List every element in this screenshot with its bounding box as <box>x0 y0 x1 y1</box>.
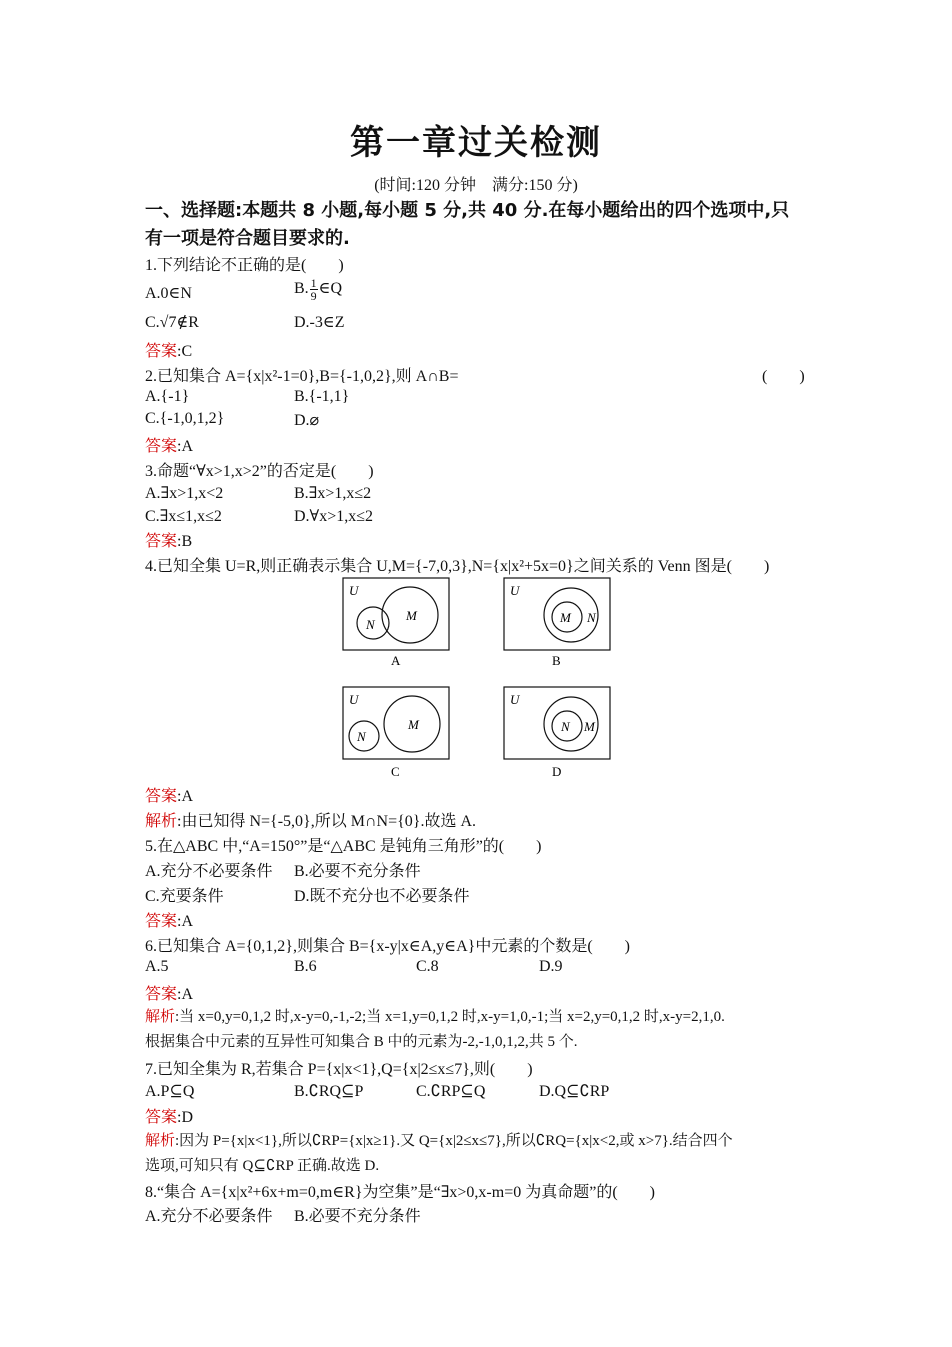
analysis-label: 解析 <box>145 1133 176 1149</box>
venn-c-caption: C <box>391 764 400 779</box>
page-title: 第一章过关检测 <box>350 125 602 162</box>
q4-answer <box>145 783 193 806</box>
q4-analysis-text: :由已知得 N={-5,0},所以 M∩N={0}.故选 A. <box>177 813 477 830</box>
venn-a-n-label: N <box>366 617 375 632</box>
q7-option-d: D.Q⊆∁RP <box>539 1083 610 1100</box>
q2-stem: 2.已知集合 A={x|x²-1=0},B={-1,0,2},则 A∩B= <box>145 368 459 385</box>
q1-option-b <box>294 277 342 302</box>
q5-option-d: D.既不充分也不必要条件 <box>294 888 470 905</box>
answer-label: 答案 <box>145 913 178 930</box>
q1-option-b-suffix: ∈Q <box>318 280 343 298</box>
q3-option-b: B.∃x>1,x≤2 <box>294 485 372 502</box>
q6-analysis-text1: :当 x=0,y=0,1,2 时,x-y=0,-1,-2;当 x=1,y=0,1,2 时,x-y=1,0,-1;当 x=2,y=0,1,2 时,x-y=2,1,0. <box>175 1009 725 1025</box>
analysis-label: 解析 <box>145 813 178 830</box>
q1-option-a: A.0∈N <box>145 285 192 302</box>
q7-answer <box>145 1104 193 1127</box>
q6-option-d: D.9 <box>539 958 563 975</box>
answer-label: 答案 <box>145 533 178 550</box>
q2-answer <box>145 433 193 456</box>
venn-a-u-label: U <box>349 583 359 598</box>
q4-answer-value: :A <box>177 788 194 805</box>
venn-b-n-label: N <box>587 610 596 625</box>
q5-stem: 5.在△ABC 中,“A=150°”是“△ABC 是钝角三角形”的( ) <box>145 838 542 855</box>
q3-option-d: D.∀x>1,x≤2 <box>294 508 374 525</box>
q1-stem: 1.下列结论不正确的是( ) <box>145 257 344 274</box>
q2-option-b: B.{-1,1} <box>294 388 350 405</box>
q7-stem: 7.已知全集为 R,若集合 P={x|x<1},Q={x|2≤x≤7},则( ) <box>145 1061 533 1078</box>
q5-answer-value: :A <box>177 913 194 930</box>
venn-c-u-label: U <box>349 692 359 707</box>
q7-option-a: A.P⊆Q <box>145 1083 195 1100</box>
q1-answer-value: :C <box>177 343 193 360</box>
q3-option-a: A.∃x>1,x<2 <box>145 485 224 502</box>
page-subtitle: (时间:120 分钟 满分:150 分) <box>374 177 578 194</box>
q1-option-b-fraction <box>310 277 318 302</box>
q1-option-b-numerator: 1 <box>310 276 317 290</box>
q7-analysis-line2: 选项,可知只有 Q⊆∁RP 正确.故选 D. <box>145 1158 380 1174</box>
q8-option-a: A.充分不必要条件 <box>145 1208 273 1225</box>
analysis-label: 解析 <box>145 1009 176 1025</box>
venn-d-n-label: N <box>561 719 570 734</box>
q1-option-d: D.-3∈Z <box>294 314 345 331</box>
q6-stem: 6.已知集合 A={0,1,2},则集合 B={x-y|x∈A,y∈A}中元素的个数是( ) <box>145 938 630 955</box>
q5-option-a: A.充分不必要条件 <box>145 863 273 880</box>
q2-answer-value: :A <box>177 438 194 455</box>
venn-d-m-label: M <box>584 719 595 734</box>
venn-diagram-a <box>340 575 452 667</box>
venn-diagram-c <box>340 684 452 779</box>
q8-option-b: B.必要不充分条件 <box>294 1208 421 1225</box>
q6-analysis-line1 <box>145 1005 725 1026</box>
q3-answer-value: :B <box>177 533 193 550</box>
q6-option-b: B.6 <box>294 958 317 975</box>
q5-answer <box>145 908 193 931</box>
q2-option-c: C.{-1,0,1,2} <box>145 410 225 427</box>
venn-b-m-label: M <box>560 610 571 625</box>
q7-option-c: C.∁RP⊆Q <box>416 1083 486 1100</box>
answer-label: 答案 <box>145 343 178 360</box>
venn-diagram-b <box>501 575 613 667</box>
venn-c-universe <box>343 687 449 759</box>
q7-analysis-line1 <box>145 1129 733 1150</box>
q1-answer <box>145 338 192 361</box>
section-heading-line2: 有一项是符合题目要求的. <box>145 228 350 249</box>
q6-option-c: C.8 <box>416 958 439 975</box>
venn-c-m-label: M <box>408 717 419 732</box>
q7-answer-value: :D <box>177 1109 194 1126</box>
answer-label: 答案 <box>145 1109 178 1126</box>
q6-answer-value: :A <box>177 986 194 1003</box>
q2-option-d: D.⌀ <box>294 412 320 429</box>
q6-analysis-line2: 根据集合中元素的互异性可知集合 B 中的元素为-2,-1,0,1,2,共 5 个. <box>145 1034 578 1050</box>
q6-answer <box>145 981 193 1004</box>
venn-diagram-d <box>501 684 613 779</box>
venn-b-u-label: U <box>510 583 520 598</box>
q1-option-b-prefix: B. <box>294 280 309 298</box>
q8-stem: 8.“集合 A={x|x²+6x+m=0,m∈R}为空集”是“∃x>0,x-m=0 为真命题”的( ) <box>145 1184 655 1201</box>
venn-c-n-label: N <box>357 729 366 744</box>
venn-b-caption: B <box>552 653 561 667</box>
q4-analysis <box>145 808 476 831</box>
q1-option-c: C.√7∉R <box>145 314 199 331</box>
q5-option-c: C.充要条件 <box>145 888 224 905</box>
q3-answer <box>145 528 192 551</box>
q2-paren: ( ) <box>762 368 805 385</box>
q2-option-a: A.{-1} <box>145 388 190 405</box>
venn-a-m-label: M <box>406 608 417 623</box>
answer-label: 答案 <box>145 438 178 455</box>
q1-option-b-denominator: 9 <box>310 289 317 303</box>
answer-label: 答案 <box>145 788 178 805</box>
venn-d-u-label: U <box>510 692 520 707</box>
answer-label: 答案 <box>145 986 178 1003</box>
q6-option-a: A.5 <box>145 958 169 975</box>
q7-option-b: B.∁RQ⊆P <box>294 1083 364 1100</box>
q5-option-b: B.必要不充分条件 <box>294 863 421 880</box>
q3-option-c: C.∃x≤1,x≤2 <box>145 508 222 525</box>
venn-d-caption: D <box>552 764 562 779</box>
q3-stem: 3.命题“∀x>1,x>2”的否定是( ) <box>145 463 374 480</box>
venn-a-caption: A <box>391 653 401 667</box>
q4-stem: 4.已知全集 U=R,则正确表示集合 U,M={-7,0,3},N={x|x²+5x=0}之间关系的 Venn 图是( ) <box>145 558 770 575</box>
section-heading-line1: 一、选择题:本题共 8 小题,每小题 5 分,共 40 分.在每小题给出的四个选项中,只 <box>145 200 790 221</box>
q7-analysis-text1: :因为 P={x|x<1},所以∁RP={x|x≥1}.又 Q={x|2≤x≤7},所以∁RQ={x|x<2,或 x>7}.结合四个 <box>175 1133 733 1149</box>
